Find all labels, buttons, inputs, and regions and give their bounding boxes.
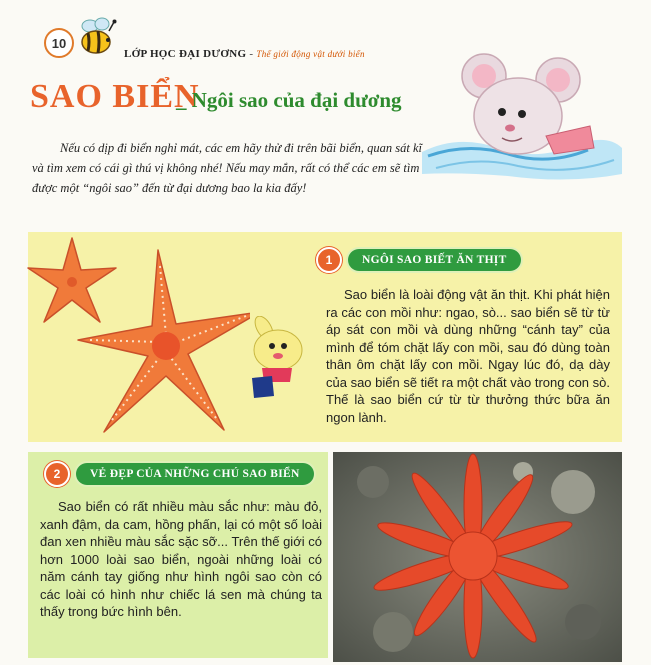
section-1-body: Sao biển là loài động vật ăn thịt. Khi phát hiện ra các con mồi như: ngao, sò... sao biển sẽ từ từ áp sát con mồi và dùng những “cánh tay” của mình để tóm chặt lấy con mồi, sau đó dùng toàn thân ôm chặt lấy con mồi. Ngay lúc đó, dạ dày của sao biển sẽ tiết ra một chất vào trong con sò. Thế là sao biển cứ từ từ thưởng thức bữa ăn ngon lành.: [326, 287, 610, 425]
section-1-title: NGÔI SAO BIẾT ĂN THỊT: [348, 249, 521, 271]
series-separator: -: [246, 48, 257, 60]
bee-icon: [76, 16, 124, 60]
series-title: LỚP HỌC ĐẠI DƯƠNG: [124, 48, 247, 60]
section-2-title: VẺ ĐẸP CỦA NHỮNG CHÚ SAO BIỂN: [76, 463, 314, 485]
series-subtitle: Thế giới động vật dưới biển: [256, 49, 365, 59]
section-1-heading: [316, 248, 521, 272]
starfish-photo: [333, 452, 622, 662]
section-1-number: 1: [316, 247, 342, 273]
mouse-illustration: [418, 44, 623, 184]
article-title: SAO BIỂN: [30, 78, 200, 115]
article-subtitle: _ Ngôi sao của đại dương: [176, 88, 402, 112]
intro-paragraph: Nếu có dịp đi biển nghỉ mát, các em hãy thử đi trên bãi biển, quan sát kĩ và tìm xem có cái gì thú vị không nhé! Nếu may mắn, rất có thể các em sẽ tìm được một “ngôi sao” đến từ đại dương bao la kia đấy!: [32, 141, 422, 195]
section-starfish-beauty: [28, 452, 328, 658]
section-2-body: Sao biển có rất nhiều màu sắc như: màu đỏ, xanh đậm, da cam, hồng phấn, lại có một số loài đan xen nhiều màu sắc sặc sỡ... Trên thế giới có hơn 1000 loài sao biển, ngoài những loài có năm cánh tay giống như hình ngôi sao còn có các loài có hình như chiếc lá sen mà chúng ta thấy trong bức hình bên.: [40, 499, 322, 619]
section-2-number: 2: [44, 461, 70, 487]
section-2-heading: [44, 462, 314, 486]
series-title-line: [124, 48, 365, 60]
page-number: 10: [44, 28, 74, 58]
rabbit-illustration: [242, 316, 312, 402]
starfish-illustration: [10, 236, 250, 442]
